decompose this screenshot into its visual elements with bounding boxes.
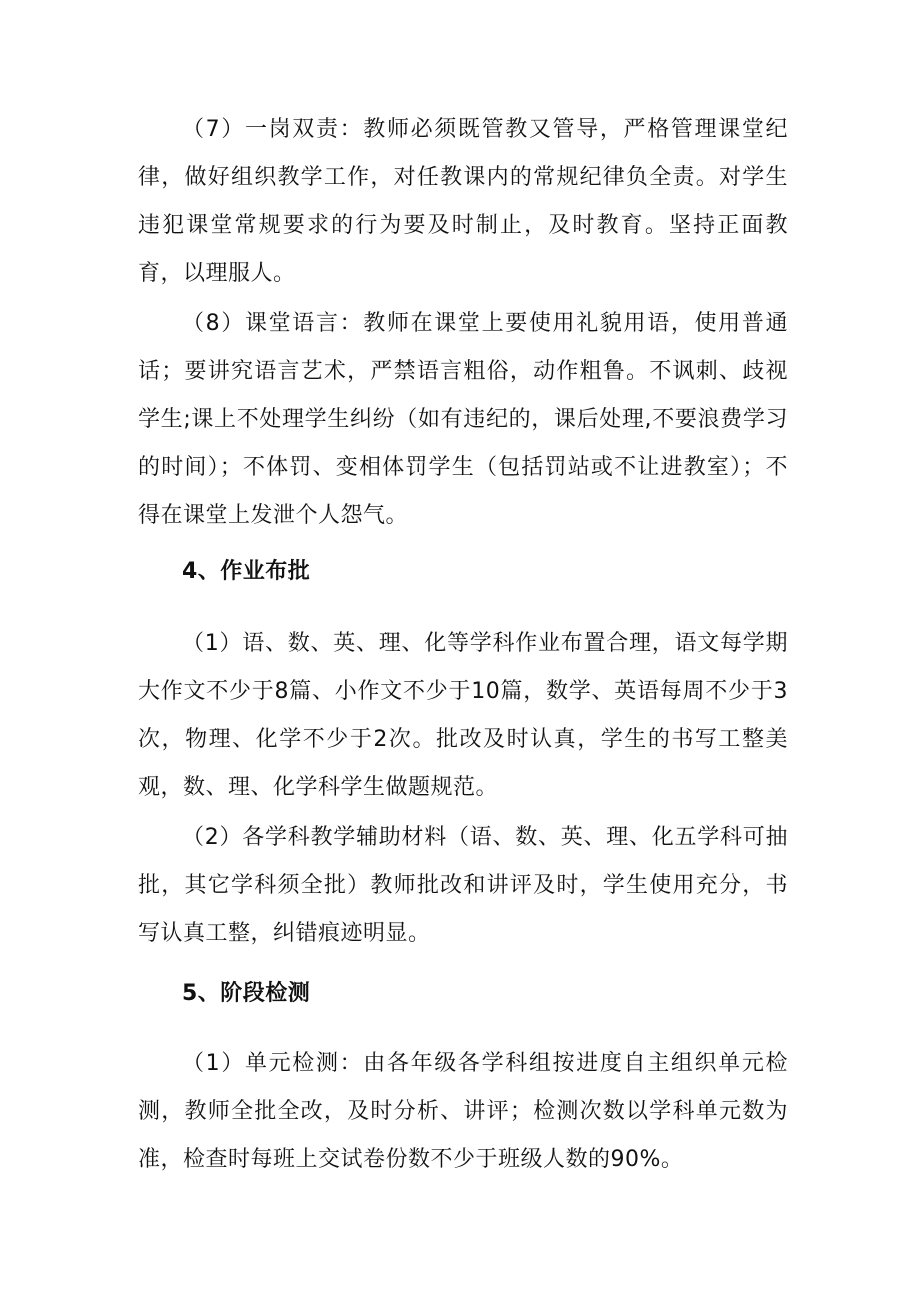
paragraph-homework-1: （1）语、数、英、理、化等学科作业布置合理，语文每学期大作文不少于8篇、小作文不少于10篇，数学、英语每周不少于3次，物理、化学不少于2次。批改及时认真，学生的书写工整美观，数、理、化学科学生做题规范。: [138, 631, 788, 800]
paragraph-item-7: （7）一岗双责：教师必须既管教又管导，严格管理课堂纪律，做好组织教学工作，对任教课内的常规纪律负全责。对学生违犯课堂常规要求的行为要及时制止，及时教育。坚持正面教育，以理服人。: [138, 117, 788, 286]
paragraph-homework-2: （2）各学科教学辅助材料（语、数、英、理、化五学科可抽批，其它学科须全批）教师批改和讲评及时，学生使用充分，书写认真工整，纠错痕迹明显。: [138, 825, 788, 946]
section-heading-homework: 4、作业布批: [182, 559, 311, 584]
paragraph-item-8: （8）课堂语言：教师在课堂上要使用礼貌用语，使用普通话；要讲究语言艺术，严禁语言粗俗，动作粗鲁。不讽刺、歧视学生;课上不处理学生纠纷（如有违纪的，课后处理,不要浪费学习的时间）；不体罚、变相体罚学生（包括罚站或不让进教室）；不得在课堂上发泄个人怨气。: [138, 311, 788, 528]
section-heading-stage-test: 5、阶段检测: [182, 981, 311, 1006]
paragraph-stage-test-1: （1）单元检测：由各年级各学科组按进度自主组织单元检测，教师全批全改，及时分析、讲评；检测次数以学科单元数为准，检查时每班上交试卷份数不少于班级人数的90%。: [138, 1051, 788, 1172]
